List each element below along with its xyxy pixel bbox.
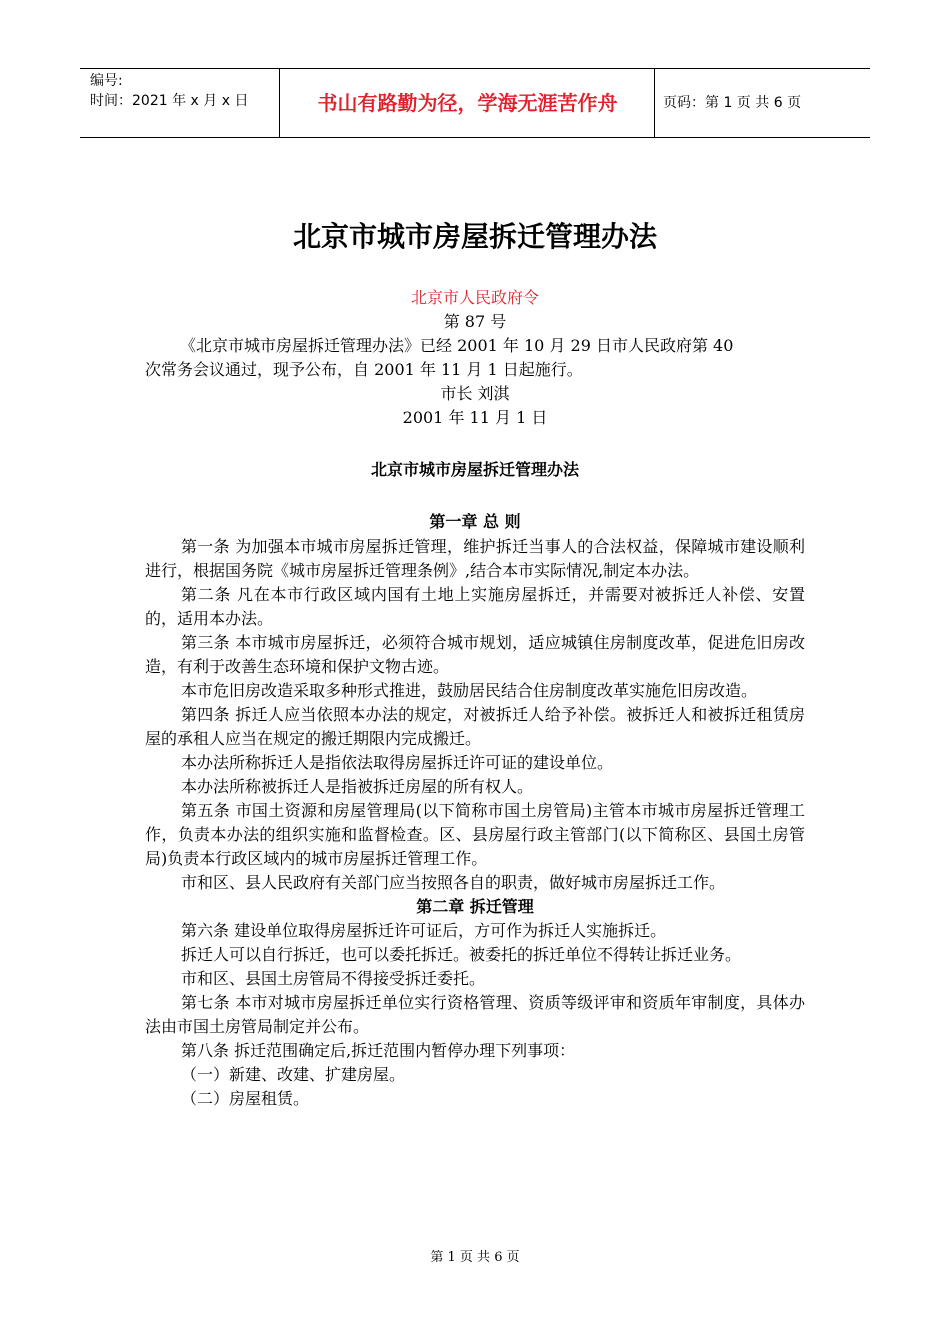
paragraph: 第二条 凡在本市行政区域内国有土地上实施房屋拆迁，并需要对被拆迁人补偿、安置的，适用本办法。 — [145, 585, 805, 628]
chapter-1-heading: 第一章 总 则 — [429, 512, 521, 531]
issuer: 北京市人民政府令 — [410, 288, 539, 307]
paragraph: 第六条 建设单位取得房屋拆迁许可证后，方可作为拆迁人实施拆迁。 — [181, 921, 667, 940]
time-label: 时间：2021 年 x 月 x 日 — [90, 93, 249, 109]
chapter-2-heading: 第二章 拆迁管理 — [416, 897, 534, 916]
paragraph: （二）房屋租赁。 — [181, 1089, 310, 1108]
document-body — [145, 535, 805, 1111]
announcement-line-1: 《北京市城市房屋拆迁管理办法》已经 2001 年 10 月 29 日市人民政府第 40 — [180, 336, 734, 355]
paragraph: 第一条 为加强本市城市房屋拆迁管理，维护拆迁当事人的合法权益，保障城市建设顺利进行，根据国务院《城市房屋拆迁管理条例》,结合本市实际情况,制定本办法。 — [145, 537, 805, 580]
announcement-line-2: 次常务会议通过，现予公布，自 2001 年 11 月 1 日起施行。 — [145, 360, 583, 379]
header-meta — [80, 69, 280, 137]
header-page-info: 页码：第 1 页 共 6 页 — [663, 95, 802, 111]
header-motto: 书山有路勤为径，学海无涯苦作舟 — [281, 69, 655, 137]
page-footer: 第 1 页 共 6 页 — [430, 1250, 520, 1265]
paragraph: 第四条 拆迁人应当依照本办法的规定，对被拆迁人给予补偿。被拆迁人和被拆迁租赁房屋的承租人应当在规定的搬迁期限内完成搬迁。 — [145, 705, 805, 748]
issue-date: 2001 年 11 月 1 日 — [402, 408, 548, 427]
document-title: 北京市城市房屋拆迁管理办法 — [292, 220, 657, 253]
paragraph: 市和区、县人民政府有关部门应当按照各自的职责，做好城市房屋拆迁工作。 — [181, 873, 726, 892]
paragraph: 第五条 市国土资源和房屋管理局(以下简称市国土房管局)主管本市城市房屋拆迁管理工作，负责本办法的组织实施和监督检查。区、县房屋行政主管部门(以下简称区、县国土房管局)负责本行政区域内的城市房屋拆迁管理工作。 — [145, 801, 805, 868]
paragraph: 拆迁人可以自行拆迁，也可以委托拆迁。被委托的拆迁单位不得转让拆迁业务。 — [181, 945, 742, 964]
page-header — [80, 68, 870, 138]
order-number: 第 87 号 — [443, 312, 507, 331]
paragraph: （一）新建、改建、扩建房屋。 — [181, 1065, 406, 1084]
mayor-signature: 市长 刘淇 — [440, 384, 510, 403]
paragraph: 第八条 拆迁范围确定后,拆迁范围内暂停办理下列事项： — [181, 1041, 576, 1060]
paragraph: 市和区、县国土房管局不得接受拆迁委托。 — [181, 969, 486, 988]
subtitle: 北京市城市房屋拆迁管理办法 — [370, 460, 579, 479]
paragraph: 本市危旧房改造采取多种形式推进，鼓励居民结合住房制度改革实施危旧房改造。 — [181, 681, 758, 700]
paragraph: 本办法所称被拆迁人是指被拆迁房屋的所有权人。 — [181, 777, 534, 796]
paragraph: 本办法所称拆迁人是指依法取得房屋拆迁许可证的建设单位。 — [181, 753, 614, 772]
paragraph: 第七条 本市对城市房屋拆迁单位实行资格管理、资质等级评审和资质年审制度，具体办法由市国土房管局制定并公布。 — [145, 993, 805, 1036]
paragraph: 第三条 本市城市房屋拆迁，必须符合城市规划，适应城镇住房制度改革，促进危旧房改造，有利于改善生态环境和保护文物古迹。 — [145, 633, 805, 676]
number-label: 编号: — [90, 73, 123, 89]
